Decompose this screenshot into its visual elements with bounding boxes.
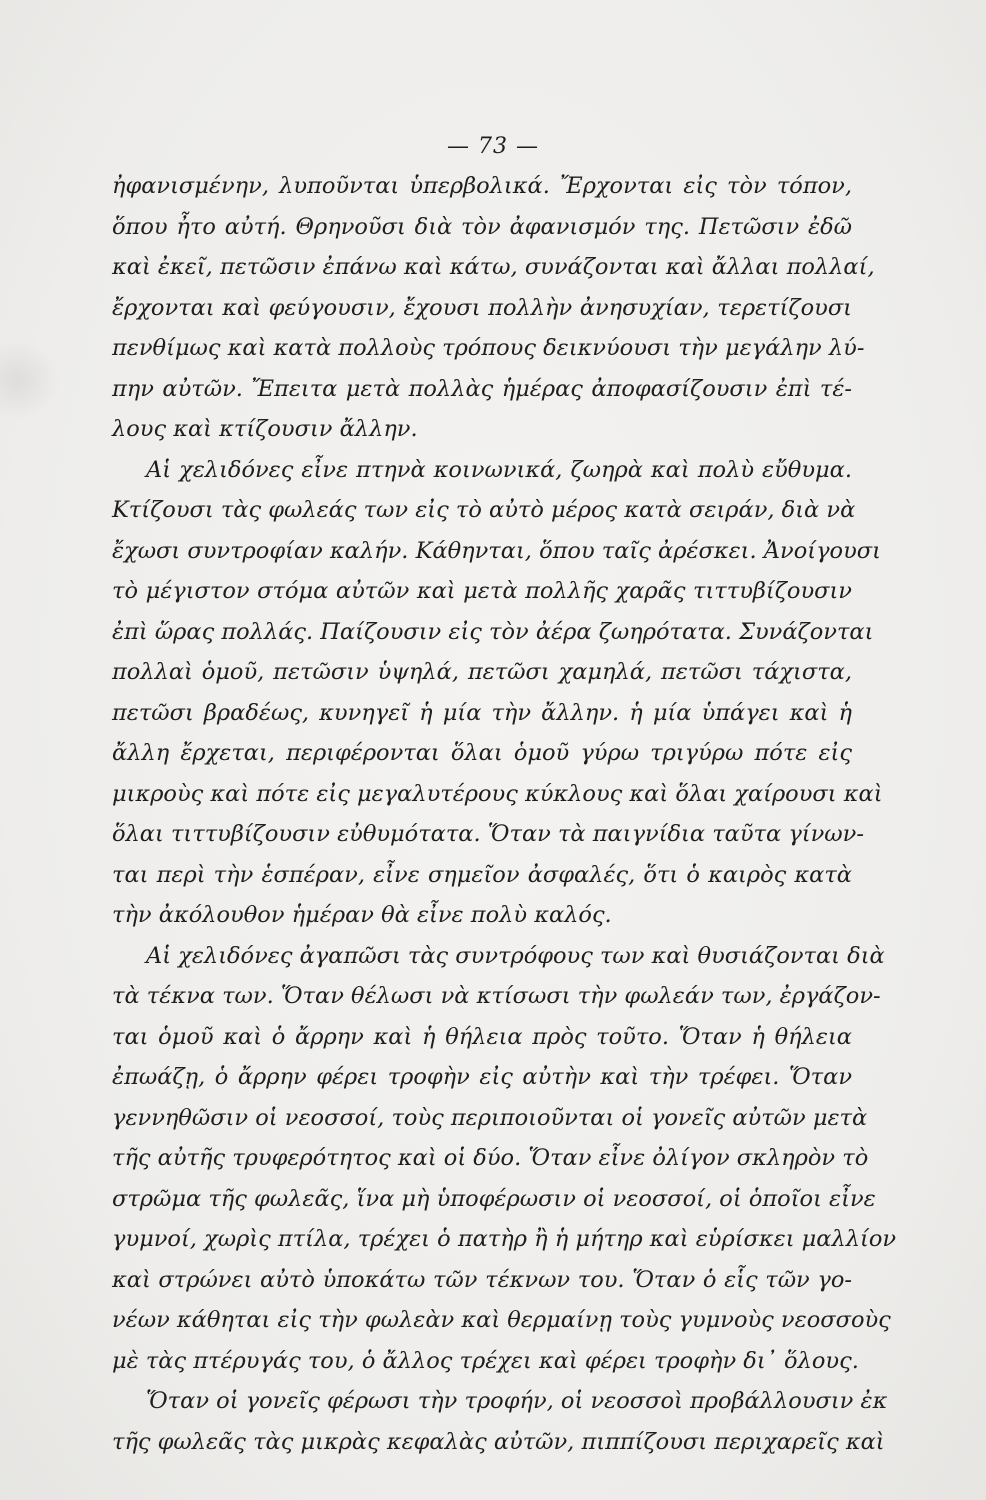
text-line: ται ὁμοῦ καὶ ὁ ἄρρην καὶ ἡ θήλεια πρὸς τοῦτο. Ὅταν ἡ θήλεια <box>112 1023 852 1050</box>
text-line: τὸ μέγιστον στόμα αὐτῶν καὶ μετὰ πολλῆς χαρᾶς τιττυβίζουσιν <box>112 578 852 604</box>
text-line: ἔχωσι συντροφίαν καλήν. Κάθηνται, ὅπου ταῖς ἀρέσκει. Ἀνοίγουσι <box>112 537 881 564</box>
text-line: στρῶμα τῆς φωλεᾶς, ἵνα μὴ ὑποφέρωσιν οἱ νεοσσοί, οἱ ὁποῖοι εἶνε <box>112 1185 876 1212</box>
text-line: πετῶσι βραδέως, κυνηγεῖ ἡ μία τὴν ἄλλην. ἡ μία ὑπάγει καὶ ἡ <box>112 699 852 726</box>
text-line: Αἱ χελιδόνες ἀγαπῶσι τὰς συντρόφους των καὶ θυσιάζονται διὰ <box>146 942 885 969</box>
text-line: καὶ ἐκεῖ, πετῶσιν ἐπάνω καὶ κάτω, συνάζονται καὶ ἄλλαι πολλαί, <box>112 254 875 280</box>
text-line: ἐπωάζῃ, ὁ ἄρρην φέρει τροφὴν εἰς αὐτὴν καὶ τὴν τρέφει. Ὅταν <box>112 1064 852 1090</box>
body-text <box>112 166 897 1462</box>
text-line: ὅλαι τιττυβίζουσιν εὐθυμότατα. Ὅταν τὰ παιγνίδια ταῦτα γίνων- <box>112 821 864 847</box>
text-line: γυμνοί, χωρὶς πτίλα, τρέχει ὁ πατὴρ ἢ ἡ μήτηρ καὶ εὑρίσκει μαλλίον <box>112 1226 897 1252</box>
text-line: τῆς φωλεᾶς τὰς μικρὰς κεφαλὰς αὐτῶν, πιππίζουσι περιχαρεῖς καὶ <box>112 1428 885 1455</box>
text-line: καὶ στρώνει αὐτὸ ὑποκάτω τῶν τέκνων του. Ὅταν ὁ εἷς τῶν γο- <box>112 1266 852 1293</box>
text-line: πην αὐτῶν. Ἔπειτα μετὰ πολλὰς ἡμέρας ἀποφασίζουσιν ἐπὶ τέ- <box>112 375 852 402</box>
text-line: τὰ τέκνα των. Ὅταν θέλωσι νὰ κτίσωσι τὴν φωλεάν των, ἐργάζον- <box>112 983 881 1009</box>
page-smudge <box>0 340 60 420</box>
text-line: νέων κάθηται εἰς τὴν φωλεὰν καὶ θερμαίνῃ τοὺς γυμνοὺς νεοσσοὺς <box>112 1307 891 1333</box>
text-line: ἠφανισμένην, λυποῦνται ὑπερβολικά. Ἔρχονται εἰς τὸν τόπον, <box>112 173 852 199</box>
text-line: γεννηθῶσιν οἱ νεοσσοί, τοὺς περιποιοῦνται οἱ γονεῖς αὐτῶν μετὰ <box>112 1104 868 1131</box>
text-line: ὅπου ἦτο αὐτή. Θρηνοῦσι διὰ τὸν ἀφανισμόν της. Πετῶσιν ἐδῶ <box>112 213 852 240</box>
text-line: πενθίμως καὶ κατὰ πολλοὺς τρόπους δεικνύουσι τὴν μεγάλην λύ- <box>112 335 865 361</box>
text-line: ἔρχονται καὶ φεύγουσιν, ἔχουσι πολλὴν ἀνησυχίαν, τερετίζουσι <box>112 294 852 321</box>
page-number: — 73 — <box>447 134 539 159</box>
text-line: τὴν ἀκόλουθον ἡμέραν θὰ εἶνε πολὺ καλός. <box>112 902 612 928</box>
text-line: Αἱ χελιδόνες εἶνε πτηνὰ κοινωνικά, ζωηρὰ καὶ πολὺ εὔθυμα. <box>146 456 852 483</box>
text-line: ται περὶ τὴν ἑσπέραν, εἶνε σημεῖον ἀσφαλές, ὅτι ὁ καιρὸς κατὰ <box>112 861 852 888</box>
text-line: λους καὶ κτίζουσιν ἄλλην. <box>112 416 418 442</box>
text-line: ἐπὶ ὥρας πολλάς. Παίζουσιν εἰς τὸν ἀέρα ζωηρότατα. Συνάζονται <box>112 618 874 645</box>
text-line: μὲ τὰς πτέρυγάς του, ὁ ἄλλος τρέχει καὶ φέρει τροφὴν δι᾽ ὅλους. <box>112 1347 859 1374</box>
text-line: μικροὺς καὶ πότε εἰς μεγαλυτέρους κύκλους καὶ ὅλαι χαίρουσι καὶ <box>112 780 883 807</box>
text-line: ἄλλη ἔρχεται, περιφέρονται ὅλαι ὁμοῦ γύρω τριγύρω πότε εἰς <box>112 740 852 766</box>
text-line: Ὅταν οἱ γονεῖς φέρωσι τὴν τροφήν, οἱ νεοσσοὶ προβάλλουσιν ἐκ <box>146 1388 888 1414</box>
text-line: τῆς αὐτῆς τρυφερότητος καὶ οἱ δύο. Ὅταν εἶνε ὀλίγον σκληρὸν τὸ <box>112 1145 869 1171</box>
text-line: Κτίζουσι τὰς φωλεάς των εἰς τὸ αὐτὸ μέρος κατὰ σειράν, διὰ νὰ <box>112 497 856 523</box>
text-line: πολλαὶ ὁμοῦ, πετῶσιν ὑψηλά, πετῶσι χαμηλά, πετῶσι τάχιστα, <box>112 659 852 685</box>
